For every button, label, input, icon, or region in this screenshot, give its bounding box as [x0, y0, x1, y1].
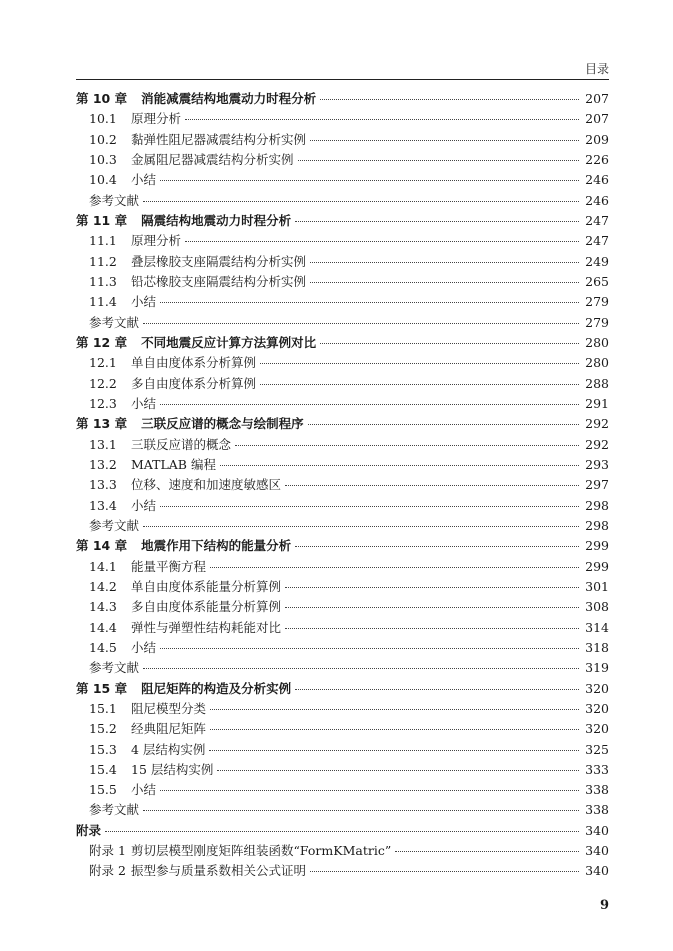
toc-entry-title: 参考文献: [89, 517, 140, 533]
toc-entry-number: 第 14 章: [76, 538, 128, 554]
toc-entry-title: 位移、速度和加速度敏感区: [131, 477, 282, 493]
dot-leader: [143, 526, 579, 527]
toc-entry-page: 298: [585, 497, 609, 513]
dot-leader: [143, 323, 579, 324]
toc-entry-page: 319: [585, 660, 609, 676]
dot-leader: [310, 871, 579, 872]
toc-entry-title: 三联反应谱的概念与绘制程序: [141, 416, 304, 432]
toc-entry-page: 280: [585, 355, 609, 371]
toc-entry-title: 小结: [131, 497, 157, 513]
dot-leader: [105, 831, 579, 832]
toc-entry-number: 附录 1: [89, 843, 126, 859]
dot-leader: [143, 810, 579, 811]
toc-entry-page: 247: [585, 212, 609, 228]
toc-entry[interactable]: [76, 333, 609, 353]
toc-entry-title: 附录: [76, 822, 102, 838]
toc-entry[interactable]: [76, 760, 609, 780]
toc-entry-number: 14.1: [89, 558, 117, 574]
dot-leader: [260, 384, 579, 385]
toc-entry-title: 单自由度体系分析算例: [131, 355, 257, 371]
dot-leader: [160, 404, 579, 405]
toc-entry[interactable]: [76, 719, 609, 739]
toc-entry[interactable]: [76, 658, 609, 678]
toc-entry-number: 附录 2: [89, 863, 126, 879]
toc-entry[interactable]: [76, 435, 609, 455]
toc-entry-page: 246: [585, 192, 609, 208]
dot-leader: [220, 465, 579, 466]
toc-entry-number: 13.3: [89, 477, 117, 493]
toc-entry-page: 340: [585, 822, 609, 838]
toc-entry-page: 318: [585, 639, 609, 655]
dot-leader: [217, 770, 579, 771]
toc-entry[interactable]: [76, 740, 609, 760]
toc-entry-page: 292: [585, 436, 609, 452]
toc-entry-number: 10.2: [89, 131, 117, 147]
dot-leader: [160, 302, 579, 303]
toc-entry-title: 小结: [131, 172, 157, 188]
toc-entry-title: 阻尼矩阵的构造及分析实例: [141, 680, 292, 696]
dot-leader: [285, 587, 579, 588]
toc-entry-title: 小结: [131, 395, 157, 411]
toc-entry-page: 297: [585, 477, 609, 493]
toc-entry-number: 第 11 章: [76, 212, 128, 228]
toc-entry-number: 15.1: [89, 700, 117, 716]
toc-entry-page: 249: [585, 253, 609, 269]
toc-entry-number: 第 13 章: [76, 416, 128, 432]
toc-entry-title: 单自由度体系能量分析算例: [131, 578, 282, 594]
dot-leader: [285, 628, 579, 629]
toc-entry[interactable]: [76, 861, 609, 881]
toc-entry-number: 12.2: [89, 375, 117, 391]
toc-entry-title: 能量平衡方程: [131, 558, 207, 574]
toc-entry-page: 320: [585, 721, 609, 737]
toc-entry[interactable]: [76, 597, 609, 617]
dot-leader: [160, 790, 579, 791]
dot-leader: [310, 140, 579, 141]
toc-entry[interactable]: [76, 821, 609, 841]
dot-leader: [295, 546, 579, 547]
toc-entry-number: 13.2: [89, 456, 117, 472]
toc-entry-title: MATLAB 编程: [131, 456, 216, 472]
toc-entry-number: 14.5: [89, 639, 117, 655]
toc-entry-page: 207: [585, 111, 609, 127]
page-number: 9: [599, 898, 609, 913]
toc-entry[interactable]: [76, 272, 609, 292]
toc-entry-title: 原理分析: [131, 111, 182, 127]
dot-leader: [160, 180, 579, 181]
toc-entry-number: 12.1: [89, 355, 117, 371]
dot-leader: [209, 750, 579, 751]
toc-entry[interactable]: [76, 89, 609, 109]
toc-entry[interactable]: [76, 841, 609, 861]
toc-entry-title: 参考文献: [89, 660, 140, 676]
toc-entry-number: 10.4: [89, 172, 117, 188]
toc-entry[interactable]: [76, 679, 609, 699]
toc-entry-page: 320: [585, 700, 609, 716]
toc-entry-number: 12.3: [89, 395, 117, 411]
toc-entry[interactable]: [76, 780, 609, 800]
dot-leader: [295, 689, 579, 690]
dot-leader: [235, 445, 579, 446]
toc-entry-page: 340: [585, 843, 609, 859]
toc-entry-page: 226: [585, 151, 609, 167]
toc-entry-page: 325: [585, 741, 609, 757]
toc-entry[interactable]: [76, 414, 609, 434]
toc-entry-title: 多自由度体系分析算例: [131, 375, 257, 391]
toc-entry-number: 15.3: [89, 741, 117, 757]
toc-entry-page: 292: [585, 416, 609, 432]
toc-entry-page: 298: [585, 517, 609, 533]
toc-entry[interactable]: [76, 353, 609, 373]
toc-entry-page: 320: [585, 680, 609, 696]
toc-entry-number: 10.3: [89, 151, 117, 167]
dot-leader: [143, 201, 579, 202]
toc-entry[interactable]: [76, 516, 609, 536]
toc-entry-title: 地震作用下结构的能量分析: [141, 538, 292, 554]
toc-entry-title: 不同地震反应计算方法算例对比: [141, 334, 317, 350]
toc-entry-title: 隔震结构地震动力时程分析: [141, 212, 292, 228]
toc-entry-title: 小结: [131, 294, 157, 310]
toc-entry[interactable]: [76, 109, 609, 129]
toc-entry-title: 参考文献: [89, 192, 140, 208]
toc-entry-number: 11.1: [89, 233, 117, 249]
toc-entry-title: 剪切层模型刚度矩阵组装函数“FormKMatric”: [131, 843, 392, 859]
toc-entry-title: 铅芯橡胶支座隔震结构分析实例: [131, 273, 307, 289]
toc-entry-page: 299: [585, 538, 609, 554]
toc-entry-number: 15.5: [89, 782, 117, 798]
toc-entry-page: 280: [585, 334, 609, 350]
dot-leader: [310, 262, 579, 263]
toc-entry-title: 小结: [131, 782, 157, 798]
toc-entry-page: 293: [585, 456, 609, 472]
toc-entry-page: 308: [585, 599, 609, 615]
dot-leader: [298, 160, 579, 161]
toc-entry-number: 13.4: [89, 497, 117, 513]
toc-entry-number: 14.3: [89, 599, 117, 615]
toc-entry-page: 314: [585, 619, 609, 635]
toc-entry[interactable]: [76, 231, 609, 251]
toc-entry-page: 288: [585, 375, 609, 391]
toc-entry[interactable]: [76, 536, 609, 556]
toc-entry-title: 参考文献: [89, 802, 140, 818]
toc-entry-number: 14.2: [89, 578, 117, 594]
toc-entry-title: 原理分析: [131, 233, 182, 249]
toc-entry-number: 11.3: [89, 273, 117, 289]
toc-entry-number: 11.4: [89, 294, 117, 310]
dot-leader: [185, 241, 579, 242]
toc-entry-number: 14.4: [89, 619, 117, 635]
toc-entry-page: 301: [585, 578, 609, 594]
toc-entry[interactable]: [76, 394, 609, 414]
dot-leader: [320, 99, 579, 100]
toc-entry-page: 247: [585, 233, 609, 249]
toc-entry[interactable]: [76, 455, 609, 475]
toc-entry[interactable]: [76, 800, 609, 820]
toc-entry[interactable]: [76, 557, 609, 577]
toc-entry-title: 振型参与质量系数相关公式证明: [131, 863, 307, 879]
toc-entry-title: 4 层结构实例: [131, 741, 206, 757]
toc-entry-page: 279: [585, 294, 609, 310]
toc-entry-page: 207: [585, 91, 609, 106]
dot-leader: [210, 729, 579, 730]
toc-entry-title: 消能减震结构地震动力时程分析: [141, 91, 317, 106]
toc-entry-number: 第 12 章: [76, 334, 128, 350]
toc-entry[interactable]: [76, 618, 609, 638]
toc-entry-page: 338: [585, 782, 609, 798]
toc-entry-number: 13.1: [89, 436, 117, 452]
toc-entry-title: 15 层结构实例: [131, 761, 214, 777]
toc-entry[interactable]: [76, 496, 609, 516]
toc-entry[interactable]: [76, 170, 609, 190]
table-of-contents: [76, 89, 609, 882]
dot-leader: [320, 343, 579, 344]
toc-entry-page: 209: [585, 131, 609, 147]
toc-entry-page: 265: [585, 273, 609, 289]
toc-entry[interactable]: [76, 374, 609, 394]
toc-entry[interactable]: [76, 150, 609, 170]
toc-entry-number: 11.2: [89, 253, 117, 269]
toc-entry[interactable]: [76, 475, 609, 495]
toc-entry-title: 小结: [131, 639, 157, 655]
dot-leader: [285, 607, 579, 608]
toc-entry-title: 三联反应谱的概念: [131, 436, 232, 452]
toc-entry-page: 291: [585, 395, 609, 411]
toc-entry-title: 参考文献: [89, 314, 140, 330]
dot-leader: [308, 424, 579, 425]
toc-entry-page: 299: [585, 558, 609, 574]
toc-entry-number: 第 15 章: [76, 680, 128, 696]
toc-entry-number: 10.1: [89, 111, 117, 127]
toc-entry[interactable]: [76, 292, 609, 312]
toc-entry-title: 金属阻尼器减震结构分析实例: [131, 151, 294, 167]
toc-entry-number: 15.2: [89, 721, 117, 737]
header-rule: [76, 79, 609, 80]
toc-entry-title: 经典阻尼矩阵: [131, 721, 207, 737]
toc-entry-page: 279: [585, 314, 609, 330]
toc-entry[interactable]: [76, 577, 609, 597]
dot-leader: [143, 668, 579, 669]
dot-leader: [185, 119, 579, 120]
toc-entry-title: 黏弹性阻尼器减震结构分析实例: [131, 131, 307, 147]
toc-entry-page: 333: [585, 761, 609, 777]
toc-entry-number: 第 10 章: [76, 91, 128, 106]
toc-entry[interactable]: [76, 211, 609, 231]
dot-leader: [160, 648, 579, 649]
toc-entry[interactable]: [76, 638, 609, 658]
toc-entry-page: 338: [585, 802, 609, 818]
toc-entry[interactable]: [76, 130, 609, 150]
toc-entry[interactable]: [76, 699, 609, 719]
dot-leader: [210, 567, 579, 568]
dot-leader: [295, 221, 579, 222]
toc-entry[interactable]: [76, 252, 609, 272]
toc-entry-number: 15.4: [89, 761, 117, 777]
dot-leader: [285, 485, 579, 486]
toc-entry[interactable]: [76, 313, 609, 333]
toc-entry-title: 阻尼模型分类: [131, 700, 207, 716]
running-header: 目录: [584, 62, 609, 76]
dot-leader: [210, 709, 579, 710]
toc-entry-title: 弹性与弹塑性结构耗能对比: [131, 619, 282, 635]
dot-leader: [260, 363, 579, 364]
dot-leader: [310, 282, 579, 283]
toc-entry-title: 叠层橡胶支座隔震结构分析实例: [131, 253, 307, 269]
dot-leader: [395, 851, 579, 852]
toc-entry-page: 246: [585, 172, 609, 188]
toc-entry-title: 多自由度体系能量分析算例: [131, 599, 282, 615]
dot-leader: [160, 506, 579, 507]
toc-entry[interactable]: [76, 191, 609, 211]
toc-entry-page: 340: [585, 863, 609, 879]
